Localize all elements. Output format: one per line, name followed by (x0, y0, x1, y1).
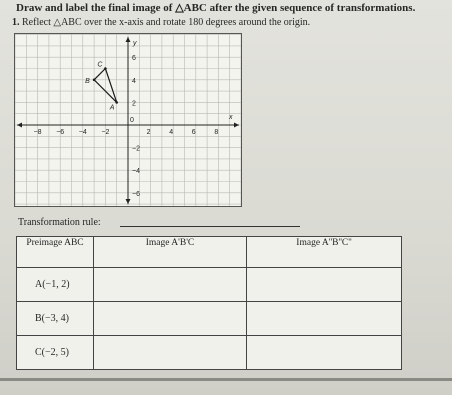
x-tick-label: 0 (130, 117, 134, 124)
x-axis-label: x (229, 114, 233, 121)
vertex-point (115, 101, 118, 104)
table-header-row (17, 237, 402, 268)
y-axis-arrow (126, 37, 131, 42)
vertex-label: B (85, 77, 90, 85)
table-row (17, 268, 402, 302)
y-tick-label: −4 (132, 168, 140, 176)
y-axis-arrow (126, 199, 131, 204)
image-2-answer-cell[interactable] (247, 302, 402, 336)
x-tick-label: −2 (101, 129, 110, 136)
vertex-label: C (97, 61, 103, 69)
vertex-point (104, 67, 107, 70)
image-1-answer-cell[interactable] (94, 302, 247, 336)
x-tick-label: −6 (56, 129, 65, 136)
x-axis-arrow (17, 123, 22, 128)
table-row (17, 336, 402, 370)
transformation-rule-answer-line[interactable] (120, 226, 300, 227)
y-tick-label: −2 (132, 145, 140, 153)
worksheet-heading: Draw and label the final image of △ABC after the given sequence of transformations. (16, 2, 416, 14)
header-image-1: Image A'B'C (94, 237, 247, 268)
table-row (17, 302, 402, 336)
y-axis-label: y (133, 40, 137, 47)
transformation-rule-label: Transformation rule: (18, 217, 101, 228)
problem-number: 1. (12, 17, 20, 28)
page-bottom-edge (0, 378, 452, 381)
vertex-point (93, 79, 96, 82)
x-tick-label: 6 (191, 129, 196, 136)
x-tick-label: −4 (78, 129, 87, 136)
x-axis-arrow (234, 123, 239, 128)
x-tick-label: 8 (214, 129, 219, 136)
y-tick-label: 4 (132, 77, 136, 85)
x-tick-label: −8 (33, 129, 42, 136)
transformation-table (16, 236, 402, 370)
grid-svg (15, 34, 241, 206)
problem-statement (12, 17, 310, 28)
x-tick-label: 4 (169, 129, 174, 136)
y-tick-label: −6 (132, 190, 140, 198)
preimage-cell: C(−2, 5) (17, 336, 94, 370)
vertex-label: A (109, 104, 115, 112)
image-1-answer-cell[interactable] (94, 268, 247, 302)
image-2-answer-cell[interactable] (247, 336, 402, 370)
header-preimage: Preimage ABC (17, 237, 94, 268)
image-2-answer-cell[interactable] (247, 268, 402, 302)
y-tick-label: 2 (132, 100, 136, 108)
coordinate-grid[interactable] (14, 33, 242, 207)
y-tick-label: 6 (132, 55, 136, 63)
preimage-cell: B(−3, 4) (17, 302, 94, 336)
problem-text: Reflect △ABC over the x-axis and rotate 180 degrees around the origin. (22, 17, 311, 28)
header-image-2: Image A''B''C'' (247, 237, 402, 268)
image-1-answer-cell[interactable] (94, 336, 247, 370)
x-tick-label: 2 (146, 129, 151, 136)
preimage-cell: A(−1, 2) (17, 268, 94, 302)
